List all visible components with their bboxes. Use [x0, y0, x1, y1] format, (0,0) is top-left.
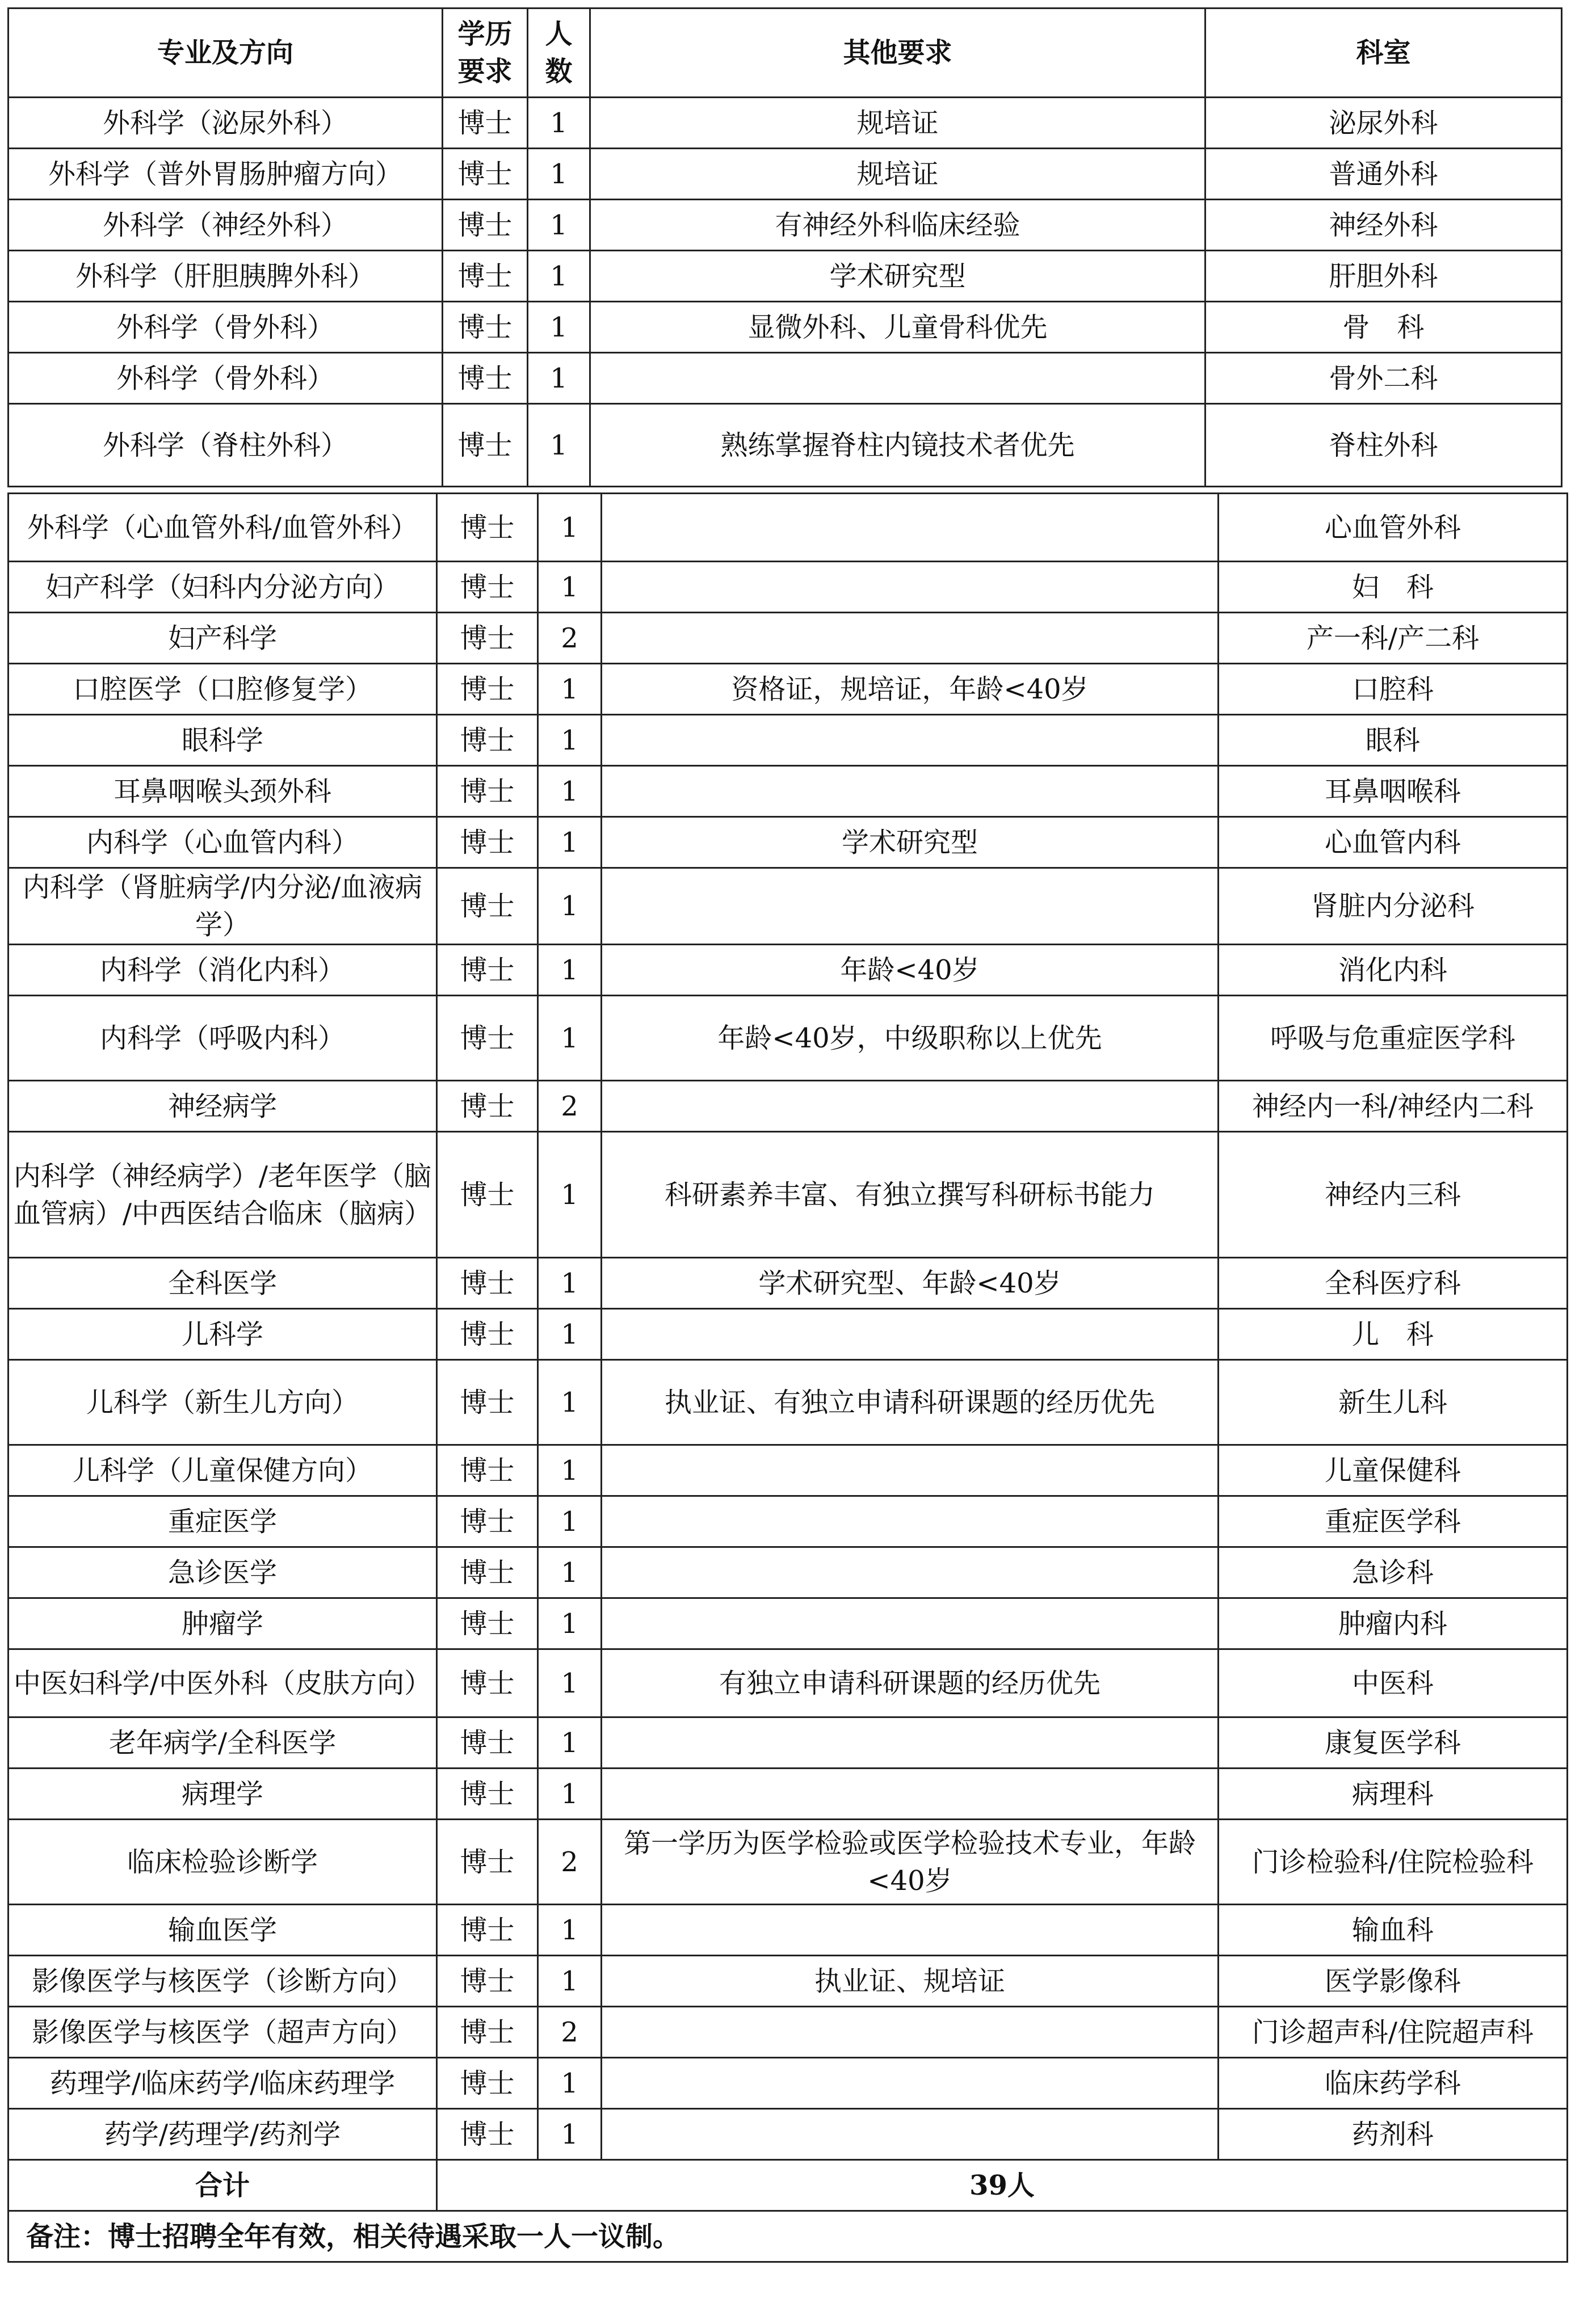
- cell-other: [602, 613, 1219, 664]
- cell-dept: 急诊科: [1219, 1547, 1568, 1598]
- cell-other: 年龄<40岁，中级职称以上优先: [602, 996, 1219, 1081]
- cell-dept: 呼吸与危重症医学科: [1219, 996, 1568, 1081]
- table-row: [9, 664, 1568, 715]
- cell-dept: 心血管内科: [1219, 817, 1568, 868]
- cell-degree: 博士: [443, 200, 528, 251]
- cell-dept: 神经内三科: [1219, 1132, 1568, 1258]
- cell-other: [602, 715, 1219, 766]
- cell-degree: 博士: [443, 149, 528, 200]
- cell-other: 有神经外科临床经验: [590, 200, 1205, 251]
- cell-major: 儿科学（新生儿方向）: [9, 1360, 437, 1445]
- cell-count: 1: [528, 302, 590, 353]
- cell-other: [602, 2109, 1219, 2160]
- cell-dept: 肿瘤内科: [1219, 1598, 1568, 1649]
- cell-count: 1: [538, 2058, 602, 2109]
- cell-other: [602, 562, 1219, 613]
- cell-other: [602, 1598, 1219, 1649]
- cell-major: 神经病学: [9, 1081, 437, 1132]
- cell-dept: 全科医疗科: [1219, 1258, 1568, 1309]
- cell-dept: 骨外二科: [1205, 353, 1562, 404]
- cell-dept: 药剂科: [1219, 2109, 1568, 2160]
- cell-dept: 神经外科: [1205, 200, 1562, 251]
- cell-dept: 重症医学科: [1219, 1496, 1568, 1547]
- table-row: [9, 1649, 1568, 1717]
- table-row: [9, 868, 1568, 945]
- cell-major: 外科学（神经外科）: [9, 200, 443, 251]
- cell-other: 规培证: [590, 149, 1205, 200]
- table-header-row: [9, 9, 1562, 98]
- table-row: [9, 1820, 1568, 1905]
- table-row: [9, 1258, 1568, 1309]
- cell-other: [602, 1905, 1219, 1956]
- cell-degree: 博士: [443, 302, 528, 353]
- cell-degree: 博士: [437, 1547, 538, 1598]
- cell-other: 学术研究型: [602, 817, 1219, 868]
- note-text: 备注：博士招聘全年有效，相关待遇采取一人一议制。: [9, 2211, 1568, 2262]
- recruitment-table-part2: [7, 492, 1568, 2263]
- cell-degree: 博士: [437, 1132, 538, 1258]
- cell-degree: 博士: [437, 1820, 538, 1905]
- table-row: [9, 1081, 1568, 1132]
- cell-other: 学术研究型: [590, 251, 1205, 302]
- cell-major: 中医妇科学/中医外科（皮肤方向）: [9, 1649, 437, 1717]
- cell-count: 1: [538, 2109, 602, 2160]
- cell-major: 老年病学/全科医学: [9, 1717, 437, 1769]
- cell-count: 1: [538, 715, 602, 766]
- table-row: [9, 817, 1568, 868]
- cell-count: 2: [538, 2007, 602, 2058]
- cell-dept: 肾脏内分泌科: [1219, 868, 1568, 945]
- cell-degree: 博士: [437, 613, 538, 664]
- cell-dept: 耳鼻咽喉科: [1219, 766, 1568, 817]
- cell-dept: 口腔科: [1219, 664, 1568, 715]
- cell-other: 执业证、规培证: [602, 1956, 1219, 2007]
- cell-other: [602, 1309, 1219, 1360]
- cell-dept: 康复医学科: [1219, 1717, 1568, 1769]
- cell-major: 临床检验诊断学: [9, 1820, 437, 1905]
- cell-other: 学术研究型、年龄<40岁: [602, 1258, 1219, 1309]
- cell-degree: 博士: [437, 1309, 538, 1360]
- header-other: 其他要求: [590, 9, 1205, 98]
- cell-degree: 博士: [443, 98, 528, 149]
- cell-degree: 博士: [437, 715, 538, 766]
- cell-dept: 眼科: [1219, 715, 1568, 766]
- cell-major: 外科学（心血管外科/血管外科）: [9, 494, 437, 562]
- cell-dept: 儿 科: [1219, 1309, 1568, 1360]
- cell-degree: 博士: [437, 562, 538, 613]
- cell-count: 2: [538, 1081, 602, 1132]
- table-row: [9, 1905, 1568, 1956]
- table-row: [9, 996, 1568, 1081]
- cell-major: 妇产科学（妇科内分泌方向）: [9, 562, 437, 613]
- table-row: [9, 1496, 1568, 1547]
- table-row: [9, 1717, 1568, 1769]
- table-row: [9, 404, 1562, 487]
- table-row: [9, 98, 1562, 149]
- cell-degree: 博士: [437, 945, 538, 996]
- cell-count: 1: [528, 200, 590, 251]
- cell-count: 1: [538, 562, 602, 613]
- cell-other: [602, 2007, 1219, 2058]
- cell-degree: 博士: [437, 1649, 538, 1717]
- cell-other: 资格证，规培证，年龄<40岁: [602, 664, 1219, 715]
- cell-count: 1: [528, 404, 590, 487]
- cell-major: 药理学/临床药学/临床药理学: [9, 2058, 437, 2109]
- cell-dept: 妇 科: [1219, 562, 1568, 613]
- cell-major: 内科学（消化内科）: [9, 945, 437, 996]
- total-value: 39人: [437, 2160, 1568, 2211]
- table-row: [9, 200, 1562, 251]
- cell-dept: 消化内科: [1219, 945, 1568, 996]
- cell-major: 耳鼻咽喉头颈外科: [9, 766, 437, 817]
- recruitment-table-part1: [7, 7, 1562, 487]
- cell-count: 1: [528, 353, 590, 404]
- cell-other: [602, 868, 1219, 945]
- cell-dept: 产一科/产二科: [1219, 613, 1568, 664]
- header-count: 人数: [528, 9, 590, 98]
- cell-dept: 中医科: [1219, 1649, 1568, 1717]
- cell-count: 1: [538, 1309, 602, 1360]
- cell-count: 1: [538, 1258, 602, 1309]
- cell-other: 有独立申请科研课题的经历优先: [602, 1649, 1219, 1717]
- cell-count: 1: [538, 1717, 602, 1769]
- cell-major: 药学/药理学/药剂学: [9, 2109, 437, 2160]
- cell-degree: 博士: [437, 1081, 538, 1132]
- cell-major: 外科学（脊柱外科）: [9, 404, 443, 487]
- cell-major: 外科学（骨外科）: [9, 353, 443, 404]
- cell-degree: 博士: [437, 1496, 538, 1547]
- table-row: [9, 149, 1562, 200]
- cell-dept: 儿童保健科: [1219, 1445, 1568, 1496]
- cell-degree: 博士: [437, 766, 538, 817]
- table-row: [9, 302, 1562, 353]
- table-row: [9, 1445, 1568, 1496]
- cell-other: [602, 1769, 1219, 1820]
- table-row: [9, 1769, 1568, 1820]
- header-major: 专业及方向: [9, 9, 443, 98]
- cell-major: 影像医学与核医学（诊断方向）: [9, 1956, 437, 2007]
- cell-major: 口腔医学（口腔修复学）: [9, 664, 437, 715]
- cell-dept: 骨 科: [1205, 302, 1562, 353]
- table-row: [9, 766, 1568, 817]
- cell-dept: 肝胆外科: [1205, 251, 1562, 302]
- cell-count: 1: [538, 945, 602, 996]
- cell-degree: 博士: [437, 1598, 538, 1649]
- cell-degree: 博士: [437, 1769, 538, 1820]
- table-row: [9, 945, 1568, 996]
- cell-degree: 博士: [437, 494, 538, 562]
- cell-count: 1: [538, 1360, 602, 1445]
- cell-count: 1: [528, 251, 590, 302]
- cell-other: [602, 1717, 1219, 1769]
- cell-degree: 博士: [437, 1445, 538, 1496]
- table-row: [9, 1132, 1568, 1258]
- cell-dept: 门诊检验科/住院检验科: [1219, 1820, 1568, 1905]
- cell-other: [602, 2058, 1219, 2109]
- header-degree: 学历要求: [443, 9, 528, 98]
- table-row: [9, 1547, 1568, 1598]
- cell-count: 1: [538, 996, 602, 1081]
- cell-count: 2: [538, 613, 602, 664]
- cell-major: 内科学（心血管内科）: [9, 817, 437, 868]
- table-row: [9, 2058, 1568, 2109]
- cell-count: 1: [538, 1132, 602, 1258]
- cell-other: 显微外科、儿童骨科优先: [590, 302, 1205, 353]
- cell-major: 儿科学: [9, 1309, 437, 1360]
- cell-count: 1: [538, 1649, 602, 1717]
- header-dept: 科室: [1205, 9, 1562, 98]
- cell-dept: 病理科: [1219, 1769, 1568, 1820]
- cell-major: 妇产科学: [9, 613, 437, 664]
- cell-count: 1: [538, 1496, 602, 1547]
- table-row: [9, 1360, 1568, 1445]
- cell-other: [602, 766, 1219, 817]
- cell-count: 1: [538, 766, 602, 817]
- cell-other: 规培证: [590, 98, 1205, 149]
- cell-dept: 输血科: [1219, 1905, 1568, 1956]
- cell-major: 影像医学与核医学（超声方向）: [9, 2007, 437, 2058]
- cell-count: 1: [538, 494, 602, 562]
- cell-degree: 博士: [437, 1360, 538, 1445]
- cell-count: 1: [538, 664, 602, 715]
- cell-degree: 博士: [437, 817, 538, 868]
- table-row: [9, 715, 1568, 766]
- cell-dept: 神经内一科/神经内二科: [1219, 1081, 1568, 1132]
- cell-degree: 博士: [443, 404, 528, 487]
- cell-major: 全科医学: [9, 1258, 437, 1309]
- cell-major: 肿瘤学: [9, 1598, 437, 1649]
- cell-dept: 心血管外科: [1219, 494, 1568, 562]
- cell-major: 内科学（呼吸内科）: [9, 996, 437, 1081]
- cell-major: 内科学（神经病学）/老年医学（脑血管病）/中西医结合临床（脑病）: [9, 1132, 437, 1258]
- cell-count: 1: [538, 868, 602, 945]
- cell-other: 第一学历为医学检验或医学检验技术专业，年龄<40岁: [602, 1820, 1219, 1905]
- cell-major: 病理学: [9, 1769, 437, 1820]
- cell-degree: 博士: [443, 251, 528, 302]
- total-label: 合计: [9, 2160, 437, 2211]
- cell-other: 执业证、有独立申请科研课题的经历优先: [602, 1360, 1219, 1445]
- cell-major: 外科学（泌尿外科）: [9, 98, 443, 149]
- cell-degree: 博士: [437, 1905, 538, 1956]
- cell-other: 年龄<40岁: [602, 945, 1219, 996]
- cell-degree: 博士: [437, 2058, 538, 2109]
- cell-degree: 博士: [437, 868, 538, 945]
- cell-degree: 博士: [437, 664, 538, 715]
- cell-degree: 博士: [437, 1258, 538, 1309]
- cell-other: [602, 1081, 1219, 1132]
- cell-degree: 博士: [437, 1717, 538, 1769]
- cell-count: 1: [538, 817, 602, 868]
- cell-other: 科研素养丰富、有独立撰写科研标书能力: [602, 1132, 1219, 1258]
- cell-dept: 新生儿科: [1219, 1360, 1568, 1445]
- cell-major: 外科学（普外胃肠肿瘤方向）: [9, 149, 443, 200]
- cell-degree: 博士: [437, 2109, 538, 2160]
- cell-major: 儿科学（儿童保健方向）: [9, 1445, 437, 1496]
- cell-dept: 脊柱外科: [1205, 404, 1562, 487]
- cell-count: 1: [538, 1956, 602, 2007]
- cell-dept: 医学影像科: [1219, 1956, 1568, 2007]
- table-row: [9, 494, 1568, 562]
- table-row: [9, 251, 1562, 302]
- cell-other: [590, 353, 1205, 404]
- cell-count: 1: [538, 1905, 602, 1956]
- cell-major: 内科学（肾脏病学/内分泌/血液病学）: [9, 868, 437, 945]
- cell-degree: 博士: [437, 1956, 538, 2007]
- cell-other: [602, 1496, 1219, 1547]
- cell-count: 1: [538, 1547, 602, 1598]
- cell-major: 外科学（骨外科）: [9, 302, 443, 353]
- cell-count: 1: [538, 1769, 602, 1820]
- note-row: [9, 2211, 1568, 2262]
- cell-dept: 普通外科: [1205, 149, 1562, 200]
- cell-degree: 博士: [443, 353, 528, 404]
- cell-other: 熟练掌握脊柱内镜技术者优先: [590, 404, 1205, 487]
- table-row: [9, 1309, 1568, 1360]
- cell-dept: 临床药学科: [1219, 2058, 1568, 2109]
- cell-major: 眼科学: [9, 715, 437, 766]
- cell-major: 外科学（肝胆胰脾外科）: [9, 251, 443, 302]
- cell-dept: 门诊超声科/住院超声科: [1219, 2007, 1568, 2058]
- table-row: [9, 353, 1562, 404]
- table-row: [9, 562, 1568, 613]
- cell-major: 急诊医学: [9, 1547, 437, 1598]
- table-row: [9, 1956, 1568, 2007]
- cell-degree: 博士: [437, 996, 538, 1081]
- cell-dept: 泌尿外科: [1205, 98, 1562, 149]
- cell-major: 输血医学: [9, 1905, 437, 1956]
- table-row: [9, 613, 1568, 664]
- total-row: [9, 2160, 1568, 2211]
- table-row: [9, 2109, 1568, 2160]
- cell-major: 重症医学: [9, 1496, 437, 1547]
- cell-count: 1: [538, 1445, 602, 1496]
- table-row: [9, 1598, 1568, 1649]
- cell-count: 1: [538, 1598, 602, 1649]
- cell-count: 1: [528, 98, 590, 149]
- cell-degree: 博士: [437, 2007, 538, 2058]
- table-row: [9, 2007, 1568, 2058]
- cell-other: [602, 1445, 1219, 1496]
- cell-other: [602, 1547, 1219, 1598]
- cell-count: 2: [538, 1820, 602, 1905]
- cell-other: [602, 494, 1219, 562]
- cell-count: 1: [528, 149, 590, 200]
